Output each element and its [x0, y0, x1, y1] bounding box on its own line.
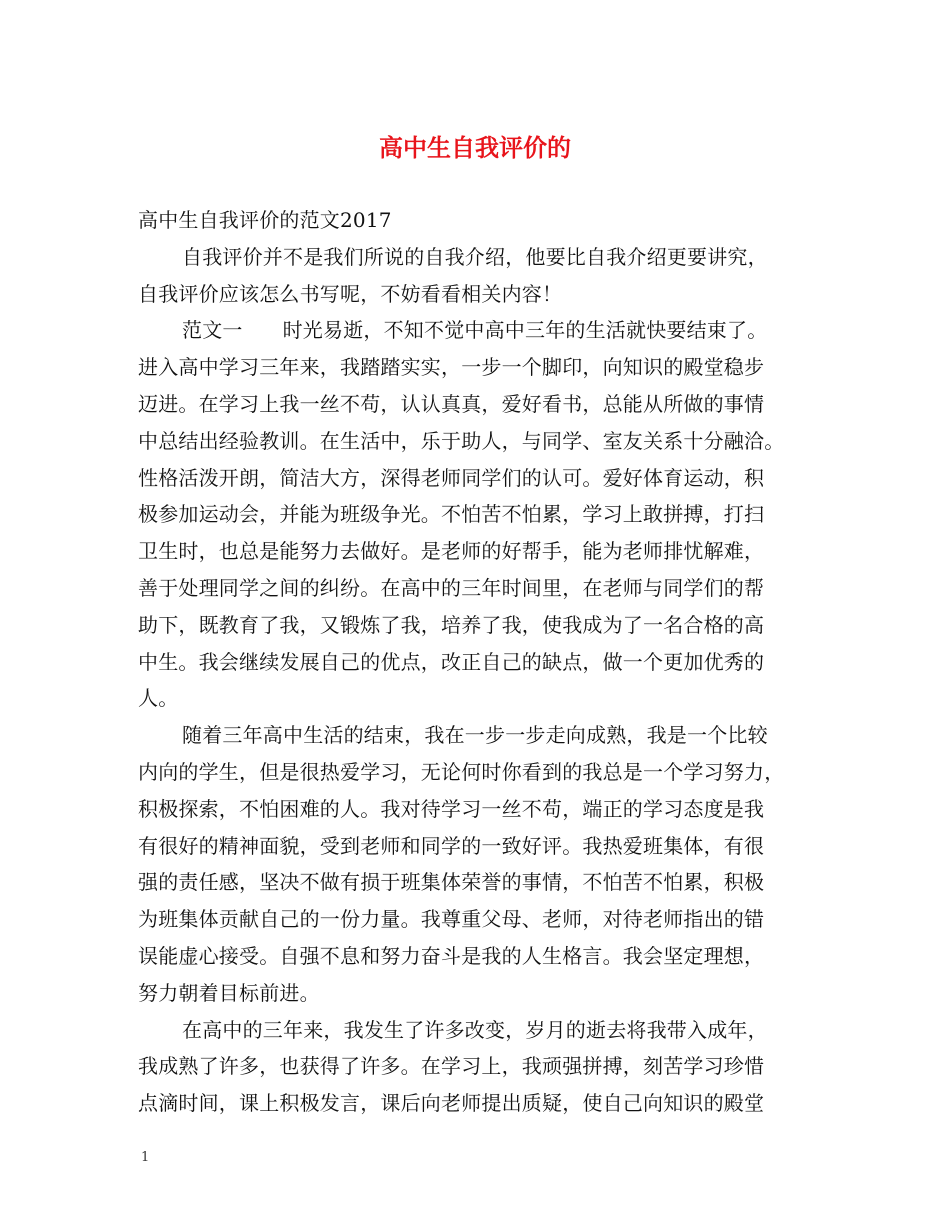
text-line: 中总结出经验教训。在生活中，乐于助人，与同学、室友关系十分融洽。: [138, 428, 785, 453]
text-line: 极参加运动会，并能为班级争光。不怕苦不怕累，学习上敢拼搏，打扫: [138, 502, 765, 527]
section-label: 范文一: [182, 318, 243, 343]
page-number: 1: [141, 1150, 150, 1165]
text-line: 人。: [138, 686, 179, 711]
text-line: 进入高中学习三年来，我踏踏实实，一步一个脚印，向知识的殿堂稳步: [138, 355, 765, 380]
text-line: 善于处理同学之间的纠纷。在高中的三年时间里，在老师与同学们的帮: [138, 575, 765, 600]
text-line: 性格活泼开朗，简洁大方，深得老师同学们的认可。爱好体育运动，积: [138, 465, 765, 490]
text-line-with-label: [138, 312, 823, 349]
text-line: 卫生时，也总是能努力去做好。是老师的好帮手，能为老师排忧解难，: [138, 539, 765, 564]
text-line: 误能虚心接受。自强不息和努力奋斗是我的人生格言。我会坚定理想，: [138, 943, 765, 968]
text-line: 中生。我会继续发展自己的优点，改正自己的缺点，做一个更加优秀的: [138, 649, 765, 674]
text-line: 在高中的三年来，我发生了许多改变，岁月的逝去将我带入成年，: [182, 1017, 768, 1042]
text-line: 内向的学生，但是很热爱学习，无论何时你看到的我总是一个学习努力，: [138, 759, 785, 784]
text-line: 强的责任感，坚决不做有损于班集体荣誉的事情，不怕苦不怕累，积极: [138, 870, 765, 895]
subtitle-line: 高中生自我评价的范文2017: [138, 208, 392, 232]
text-line: 积极探索，不怕困难的人。我对待学习一丝不苟，端正的学习态度是我: [138, 796, 765, 821]
text-line: 点滴时间，课上积极发言，课后向老师提出质疑，使自己向知识的殿堂: [138, 1091, 765, 1116]
text-line: 有很好的精神面貌，受到老师和同学的一致好评。我热爱班集体，有很: [138, 833, 765, 858]
text-line: 自我评价并不是我们所说的自我介绍，他要比自我介绍更要讲究，: [182, 244, 768, 269]
text-line: 努力朝着目标前进。: [138, 980, 320, 1005]
text-segment: 时光易逝，不知不觉中高中三年的生活就快要结束了。: [282, 318, 768, 343]
text-line: 随着三年高中生活的结束，我在一步一步走向成熟，我是一个比较: [182, 723, 768, 748]
text-line: 我成熟了许多，也获得了许多。在学习上，我顽强拼搏，刻苦学习珍惜: [138, 1054, 765, 1079]
text-line: 为班集体贡献自己的一份力量。我尊重父母、老师，对待老师指出的错: [138, 907, 765, 932]
text-line: 迈进。在学习上我一丝不苟，认认真真，爱好看书，总能从所做的事情: [138, 391, 765, 416]
text-line: 助下，既教育了我，又锻炼了我，培养了我，使我成为了一名合格的高: [138, 612, 765, 637]
text-line: 自我评价应该怎么书写呢，不妨看看相关内容！: [138, 281, 563, 306]
document-body: [138, 202, 823, 1122]
document-title: 高中生自我评价的: [379, 133, 571, 162]
